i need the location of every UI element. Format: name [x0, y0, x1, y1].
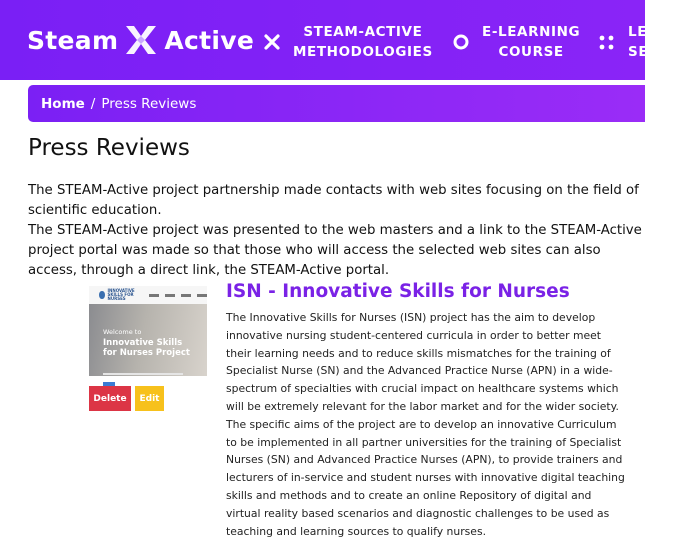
breadcrumb-separator: /	[90, 95, 96, 112]
review-title-link[interactable]: ISN - Innovative Skills for Nurses	[226, 281, 570, 302]
intro-paragraph-2: The STEAM-Active project was presented to the web masters and a link to the STEAM-Active project portal was made so that those who will access the selected web sites can also access, through a direct link, the STEAM-Active portal.	[28, 223, 642, 278]
thumbnail-hero-image	[89, 304, 207, 376]
nav-label-line1: E-LEARNING	[482, 24, 581, 40]
breadcrumb-current: Press Reviews	[101, 95, 197, 112]
edit-button[interactable]: Edit	[135, 386, 164, 411]
thumbnail-welcome: Welcome to	[103, 328, 142, 336]
x-icon	[263, 33, 281, 51]
dots-grid-icon	[598, 33, 616, 51]
thumbnail-logo-icon	[99, 291, 105, 299]
review-body: The Innovative Skills for Nurses (ISN) project has the aim to develop innovative nursing student-centered curricula in order to better meet their learning needs and to reduce skills mismatches for the training of Specialist Nurse (SN) and the Advanced Practice Nurse (APN) in a wide-spectrum of specialties with crucial impact on healthcare systems which will be extremely relevant for the labor market and for the wider society. The specific aims of the project are to develop an innovative Curriculum to be implemented in all partner universities for the training of Specialist Nurses (SN) and Advanced Practice Nurses (APN), to provide trainers and lecturers of in-service and student nurses with innovative digital teaching skills and methods and to create an online Repository of digital and virtual reality based scenarios and diagnostic challenges to be used as teaching and learning sources to qualify nurses.	[226, 311, 625, 538]
nav-label-line2: SEC	[628, 44, 659, 60]
breadcrumb	[28, 85, 645, 122]
thumbnail-headline-2: for Nurses Project	[103, 348, 190, 358]
nav-learning-section[interactable]	[598, 22, 659, 62]
nav-label-line1: STEAM-ACTIVE	[303, 24, 423, 40]
nav-label-line2: COURSE	[498, 44, 564, 60]
nav-e-learning-course[interactable]	[452, 22, 580, 62]
page-title: Press Reviews	[28, 135, 190, 161]
breadcrumb-home-link[interactable]: Home	[41, 95, 85, 112]
intro-text	[28, 181, 648, 281]
review-thumbnail[interactable]	[89, 286, 207, 376]
thumbnail-logo-text-1: INNOVATIVE	[107, 288, 135, 293]
site-header	[0, 0, 659, 80]
site-logo[interactable]	[27, 20, 254, 60]
delete-button[interactable]: Delete	[89, 386, 131, 411]
thumbnail-headline-1: Innovative Skills	[103, 338, 183, 348]
thumbnail-hero-text	[103, 327, 190, 358]
thumbnail-logo-text-2: SKILLS FOR NURSES	[107, 292, 134, 301]
nav-label-line2: METHODOLOGIES	[293, 44, 433, 60]
logo-x-mark-icon	[124, 20, 158, 60]
logo-text-active: Active	[164, 25, 255, 55]
intro-paragraph-1: The STEAM-Active project partnership made contacts with web sites focusing on the field of scientific education.	[28, 183, 639, 218]
thumbnail-topbar	[89, 286, 207, 304]
thumbnail-menu	[149, 294, 207, 297]
logo-text-steam: Steam	[27, 25, 119, 55]
thumbnail-logo-text	[108, 289, 139, 301]
nav-steam-active-methodologies[interactable]	[263, 22, 433, 62]
thumbnail-subtext-line	[103, 373, 183, 375]
circle-icon	[452, 33, 470, 51]
nav-label-line1: LEA	[628, 24, 659, 40]
